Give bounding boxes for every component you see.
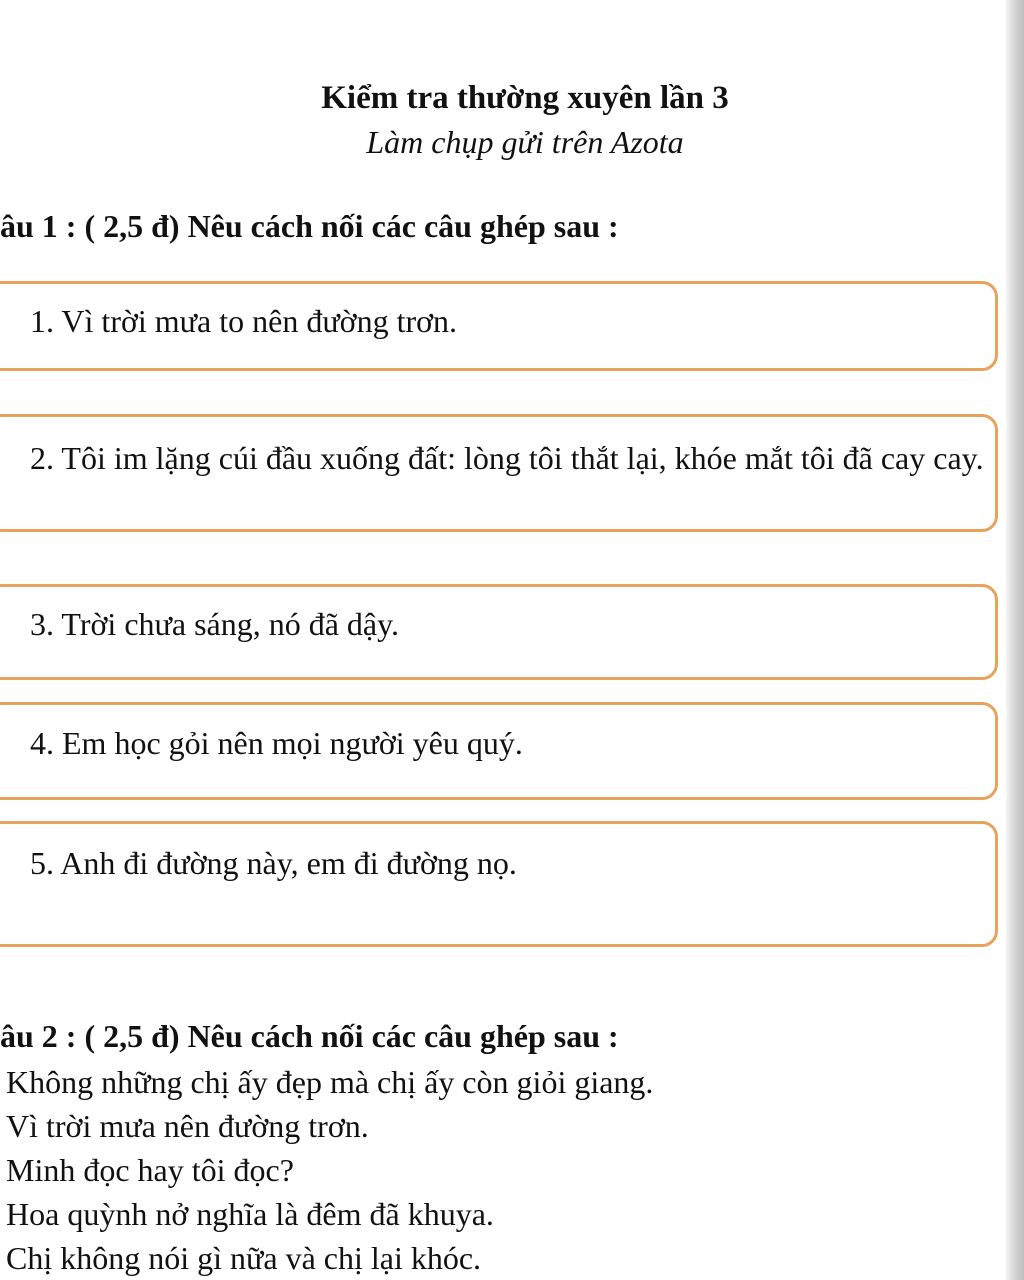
question-1-item-2: 2. Tôi im lặng cúi đầu xuống đất: lòng tôi thắt lại, khóe mắt tôi đã cay cay. bbox=[30, 440, 984, 476]
document-title: Kiểm tra thường xuyên lần 3 bbox=[321, 80, 729, 116]
question-2-sentence: Không những chị ấy đẹp mà chị ấy còn giỏi giang. bbox=[6, 1064, 654, 1100]
question-1-item-1: 1. Vì trời mưa to nên đường trơn. bbox=[30, 303, 458, 339]
question-2-sentence: Chị không nói gì nữa và chị lại khóc. bbox=[6, 1240, 482, 1276]
question-2-sentence: Minh đọc hay tôi đọc? bbox=[6, 1152, 294, 1188]
question-1-item-4: 4. Em học gỏi nên mọi người yêu quý. bbox=[30, 725, 523, 761]
question-2-heading: âu 2 : ( 2,5 đ) Nêu cách nối các câu ghép sau : bbox=[0, 1018, 619, 1054]
question-2-sentence-list bbox=[6, 1060, 653, 1280]
question-2-sentence: Vì trời mưa nên đường trơn. bbox=[6, 1108, 369, 1144]
question-2-sentence: Hoa quỳnh nở nghĩa là đêm đã khuya. bbox=[6, 1196, 494, 1232]
question-1-item-3: 3. Trời chưa sáng, nó đã dậy. bbox=[30, 606, 400, 642]
question-1-heading: âu 1 : ( 2,5 đ) Nêu cách nối các câu ghép sau : bbox=[0, 208, 619, 244]
question-1-item-5: 5. Anh đi đường này, em đi đường nọ. bbox=[30, 845, 517, 881]
document-subtitle: Làm chụp gửi trên Azota bbox=[366, 124, 684, 160]
